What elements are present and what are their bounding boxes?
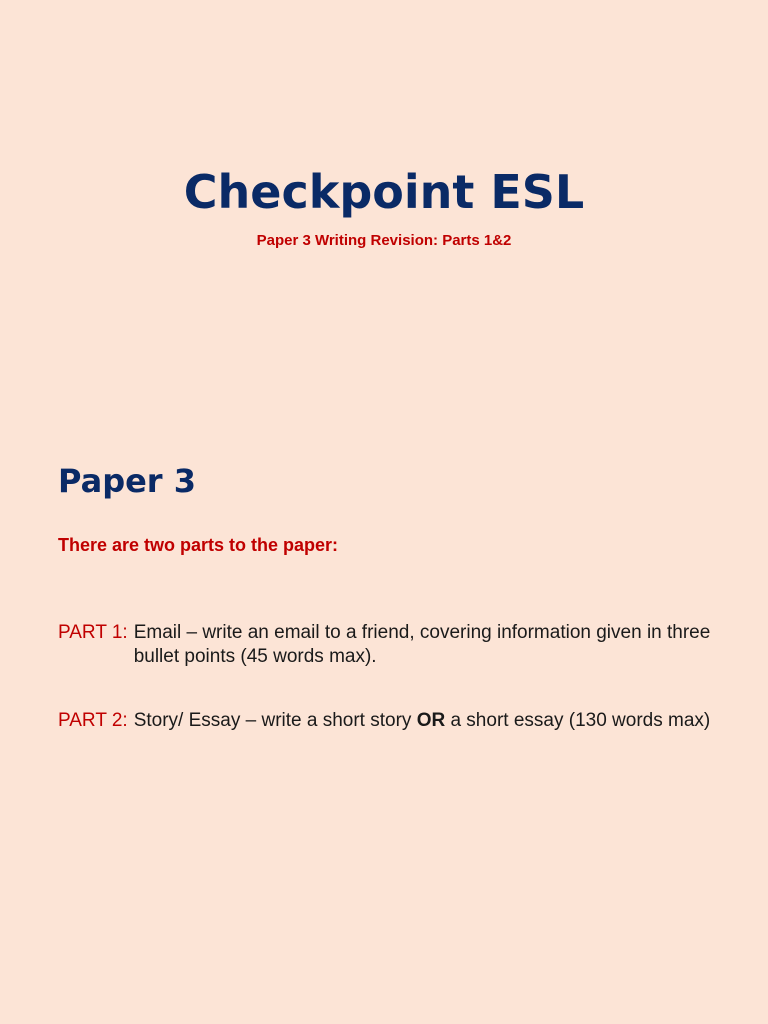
part-2-text-before: Story/ Essay – write a short story: [133, 710, 417, 731]
part-2-emphasis: OR: [416, 710, 446, 731]
section-heading: Paper 3: [58, 462, 196, 500]
slide-subtitle: Paper 3 Writing Revision: Parts 1&2: [256, 232, 512, 249]
content-slide: [0, 384, 768, 1024]
part-2-text-after: a short essay (130 words max): [445, 710, 711, 731]
part-1-text: Email – write an email to a friend, covering information given in three bullet points (45 words max).: [133, 622, 711, 667]
intro-text: There are two parts to the paper:: [58, 535, 339, 555]
part-2-item: [58, 709, 758, 733]
title-slide: [0, 0, 768, 384]
part-2-label: PART 2:: [58, 710, 128, 731]
slide-title: Checkpoint ESL: [183, 165, 585, 219]
part-2-text: [134, 709, 711, 733]
part-1-item: [58, 621, 758, 669]
part-1-label: PART 1:: [58, 622, 128, 643]
